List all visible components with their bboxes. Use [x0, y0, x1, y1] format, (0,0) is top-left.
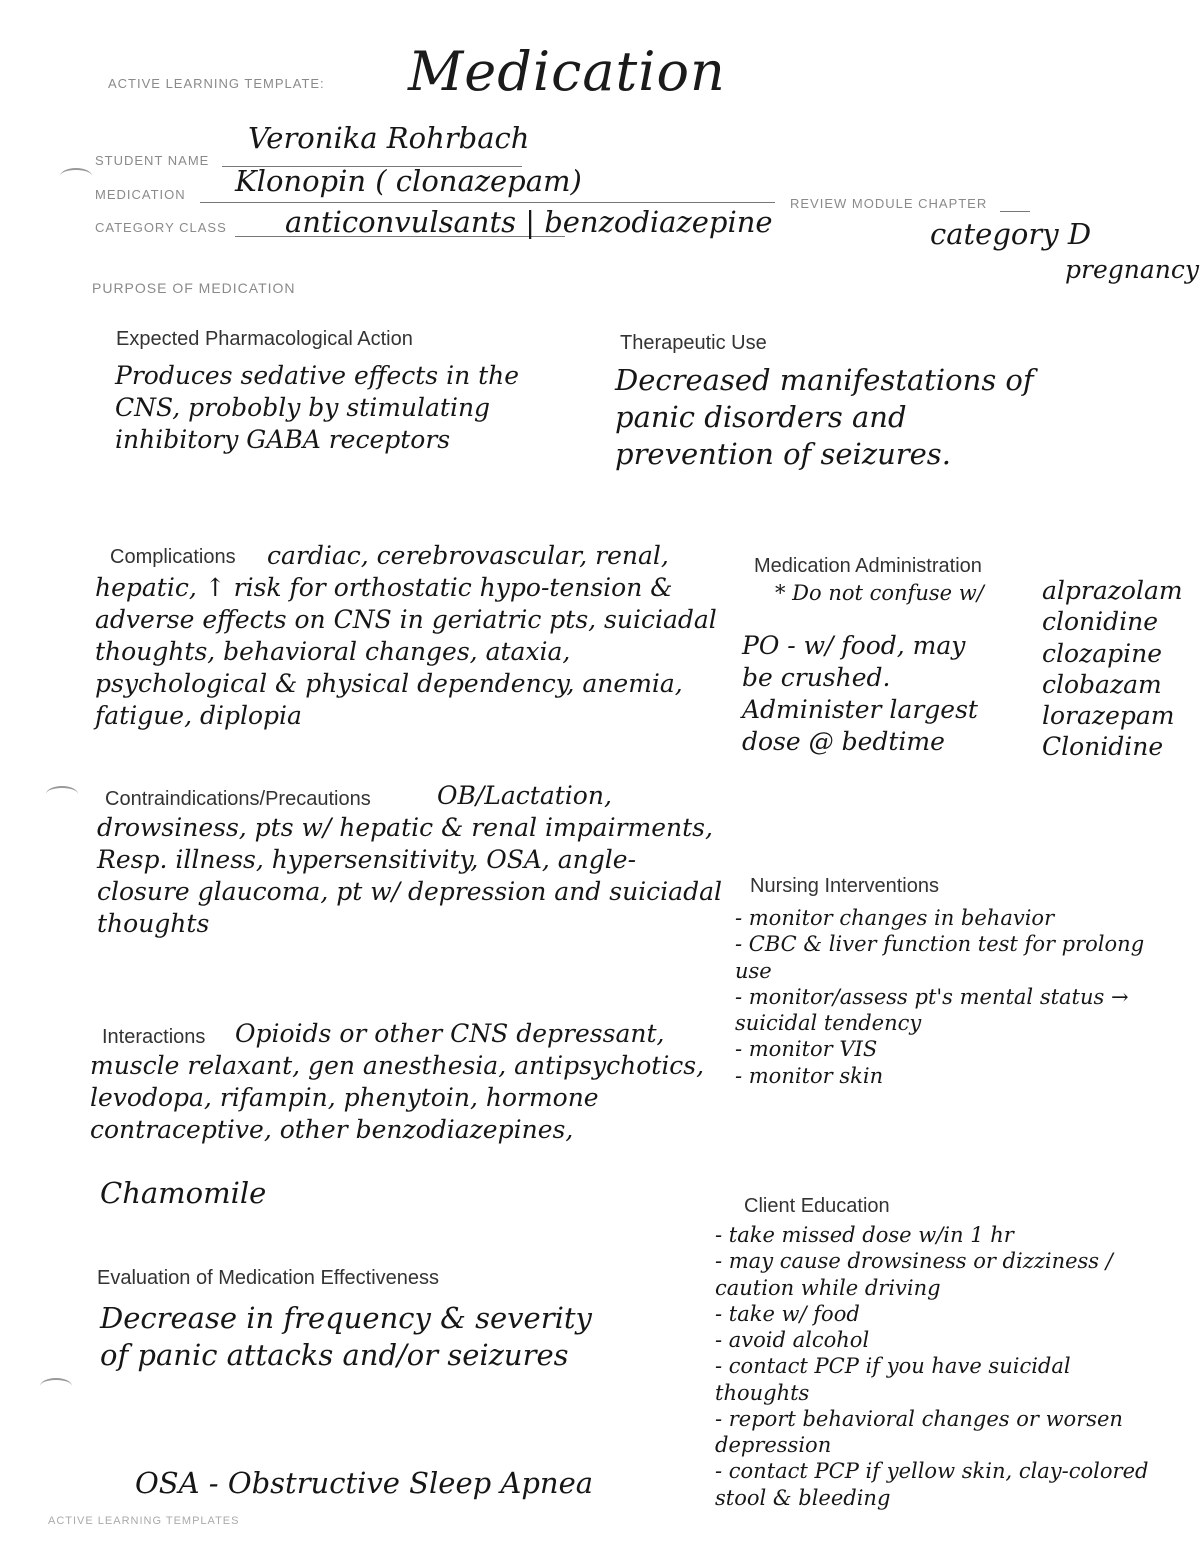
education-label: Client Education	[744, 1195, 890, 1217]
evaluation-footnote: OSA - Obstructive Sleep Apnea	[135, 1466, 594, 1500]
education-item: - take missed dose w/in 1 hr	[715, 1223, 1014, 1247]
confuse-item: clonidine	[1042, 607, 1159, 637]
nursing-list	[735, 905, 1145, 1089]
nursing-item: - monitor skin	[735, 1063, 884, 1088]
education-item: - report behavioral changes or worsen depression	[715, 1406, 1123, 1457]
evaluation-text: Decrease in frequency & severity of panic attacks and/or seizures	[100, 1301, 592, 1373]
pharm-action-label: Expected Pharmacological Action	[116, 328, 413, 350]
complications-text: cardiac, cerebrovascular, renal, hepatic, ↑ risk for orthostatic hypo-tension & adverse effects on CNS in geriatric pts, suiciadal thoughts, behavioral changes, ataxia, psychological & physical dependency, anemia, fatigue, diplopia	[95, 541, 717, 730]
administration-instructions: PO - w/ food, may be crushed. Administer largest dose @ bedtime	[742, 631, 978, 756]
pregnancy-note: pregnancy	[1065, 255, 1199, 284]
nursing-item: - monitor VIS	[735, 1037, 878, 1062]
interactions-extra: Chamomile	[100, 1176, 267, 1210]
contraindications-label: Contraindications/Precautions	[105, 788, 371, 810]
review-module-line	[1000, 211, 1030, 212]
student-name-label: STUDENT NAME	[95, 153, 210, 168]
confuse-item: Clonidine	[1042, 732, 1164, 762]
pharm-action-text: Produces sedative effects in the CNS, probobly by stimulating inhibitory GABA receptors	[115, 361, 520, 454]
confuse-item: alprazolam	[1042, 576, 1183, 605]
medication-value: Klonopin ( clonazepam)	[235, 164, 582, 198]
footer-template-label: ACTIVE LEARNING TEMPLATES	[48, 1515, 240, 1527]
nursing-label: Nursing Interventions	[750, 875, 939, 897]
medication-line	[200, 202, 775, 203]
confuse-item: lorazepam	[1042, 701, 1175, 730]
nursing-item: - monitor changes in behavior	[735, 906, 1055, 930]
review-module-label: REVIEW MODULE CHAPTER	[790, 196, 988, 211]
contraindications-text: OB/Lactation, drowsiness, pts w/ hepatic & renal impairments, Resp. illness, hypersensitivity, OSA, angle-closure glaucoma, pt w/ depression and suiciadal thoughts	[97, 781, 722, 938]
scan-mark	[46, 786, 78, 802]
interactions-text: Opioids or other CNS depressant, muscle relaxant, gen anesthesia, antipsychotics, levodopa, rifampin, phenytoin, hormone contraceptive, other benzodiazepines,	[90, 1019, 705, 1144]
purpose-label: PURPOSE OF MEDICATION	[92, 280, 296, 296]
education-item: - take w/ food	[715, 1301, 860, 1326]
nursing-item: - CBC & liver function test for prolong use	[735, 932, 1145, 983]
scan-mark	[60, 168, 92, 184]
confuse-item: clozapine	[1042, 638, 1163, 668]
therapeutic-use-label: Therapeutic Use	[620, 332, 767, 354]
pregnancy-category-note: category D	[930, 217, 1092, 251]
therapeutic-use-text: Decreased manifestations of panic disorders and prevention of seizures.	[615, 363, 1034, 472]
education-list	[715, 1222, 1155, 1511]
education-item: - contact PCP if you have suicidal thoughts	[715, 1354, 1071, 1405]
administration-label: Medication Administration	[754, 555, 982, 577]
confuse-list	[1042, 575, 1183, 763]
medication-label: MEDICATION	[95, 187, 186, 202]
template-label: ACTIVE LEARNING TEMPLATE:	[108, 76, 325, 91]
administration-warning: * Do not confuse w/	[775, 581, 984, 605]
complications-label: Complications	[110, 546, 236, 568]
evaluation-label: Evaluation of Medication Effectiveness	[97, 1267, 440, 1289]
student-name-value: Veronika Rohrbach	[248, 121, 530, 155]
category-class-label: CATEGORY CLASS	[95, 220, 227, 235]
education-item: - avoid alcohol	[715, 1328, 870, 1352]
confuse-item: clobazam	[1042, 669, 1162, 699]
page-title: Medication	[408, 40, 726, 103]
nursing-item: - monitor/assess pt's mental status → suicidal tendency	[735, 984, 1129, 1035]
scan-mark	[40, 1378, 72, 1394]
education-item: - contact PCP if yellow skin, clay-colored stool & bleeding	[715, 1459, 1149, 1510]
category-class-value: anticonvulsants | benzodiazepine	[285, 205, 773, 239]
education-item: - may cause drowsiness or dizziness / caution while driving	[715, 1249, 1113, 1300]
interactions-label: Interactions	[102, 1026, 206, 1048]
